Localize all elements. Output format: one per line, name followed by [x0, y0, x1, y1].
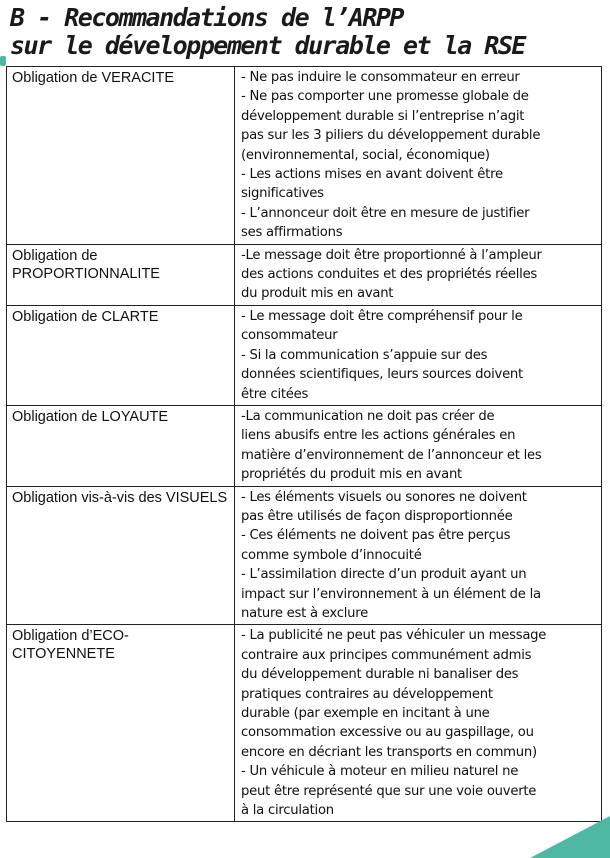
recommendation-line: liens abusifs entre les actions générales en [241, 428, 516, 444]
recommendation-line: pas sur les 3 piliers du développement durable [241, 128, 541, 144]
obligation-cell [7, 405, 235, 486]
recommendation-line: impact sur l’environnement à un élément de la [241, 586, 541, 602]
recommendation-line: contraire aux principes communément admis [241, 647, 532, 663]
obligation-label: Obligation vis-à-vis des VISUELS [12, 489, 228, 506]
obligation-cell [7, 67, 235, 245]
recommendations-table-body [7, 67, 602, 822]
recommendation-line: - Les actions mises en avant doivent être [241, 167, 503, 183]
recommendation-line: données scientifiques, leurs sources doivent [241, 367, 523, 383]
recommendation-line: consommation excessive ou au gaspillage, ou [241, 725, 534, 741]
decorative-teal-shape [470, 808, 610, 858]
recommendation-line: propriétés du produit mis en avant [241, 467, 462, 483]
recommendation-cell [235, 244, 602, 305]
recommendation-line: - Ces éléments ne doivent pas être perçus [241, 528, 511, 544]
obligation-cell [7, 486, 235, 625]
recommendation-text [235, 67, 601, 244]
recommendation-line: durable (par exemple en incitant à une [241, 706, 490, 721]
recommendations-table [6, 66, 602, 822]
table-row [7, 305, 602, 405]
table-row [7, 405, 602, 486]
recommendation-line: développement durable si l’entreprise n’agit [241, 108, 525, 124]
obligation-cell [7, 625, 235, 822]
recommendation-line: à la circulation [241, 803, 334, 819]
recommendation-line: nature est à exclure [241, 605, 368, 621]
recommendation-cell [235, 625, 602, 822]
recommendation-line: consommateur [241, 328, 338, 344]
recommendation-line: - L’annonceur doit être en mesure de justifier [241, 205, 530, 221]
recommendation-line: - Le message doit être compréhensif pour le [241, 308, 523, 324]
recommendation-line: peut être représenté que sur une voie ouverte [241, 783, 537, 799]
table-row [7, 486, 602, 625]
recommendation-line: des actions conduites et des propriétés réelles [241, 267, 538, 283]
obligation-label: Obligation de CLARTE [12, 308, 159, 325]
recommendation-cell [235, 405, 602, 486]
recommendation-line: - Si la communication s’appuie sur des [241, 347, 488, 363]
page-title-line-2: sur le développement durable et la RSE [10, 31, 525, 60]
obligation-label: Obligation de VERACITE [12, 70, 174, 86]
obligation-label: Obligation de LOYAUTE [12, 408, 169, 425]
obligation-cell [7, 305, 235, 405]
table-row [7, 244, 602, 305]
table-row [7, 625, 602, 822]
green-corner-mark [0, 56, 6, 66]
recommendation-cell [235, 67, 602, 245]
obligation-cell [7, 244, 235, 305]
recommendation-line: ses affirmations [241, 225, 343, 241]
recommendation-line: -La communication ne doit pas créer de [241, 408, 495, 424]
recommendation-line: pas être utilisés de façon disproportionnée [241, 508, 513, 524]
recommendation-line: encore en décriant les transports en commun) [241, 744, 537, 760]
recommendation-line: - Les éléments visuels ou sonores ne doivent [241, 489, 527, 505]
recommendation-line: -Le message doit être proportionné à l’ampleur [241, 247, 542, 263]
page-title [10, 4, 525, 60]
recommendation-line: - La publicité ne peut pas véhiculer un message [241, 628, 547, 644]
obligation-label: Obligation d’ECO-CITOYENNETE [12, 628, 129, 663]
recommendation-text [235, 245, 601, 305]
recommendation-line: du produit mis en avant [241, 286, 394, 302]
recommendation-line: être citées [241, 386, 309, 402]
recommendation-line: - L’assimilation directe d’un produit ayant un [241, 567, 527, 583]
recommendation-text [235, 306, 601, 405]
recommendation-text [235, 487, 601, 625]
recommendation-line: significatives [241, 186, 324, 202]
page-title-line-1: B - Recommandations de l’ARPP [10, 3, 403, 32]
recommendation-cell [235, 305, 602, 405]
recommendation-line: - Un véhicule à moteur en milieu naturel ne [241, 764, 519, 780]
obligation-label: Obligation de PROPORTIONNALITE [12, 247, 160, 282]
recommendation-line: matière d’environnement de l’annonceur et les [241, 447, 542, 463]
recommendation-text [235, 406, 601, 486]
recommendation-line: comme symbole d’innocuité [241, 547, 422, 563]
recommendation-text [235, 625, 601, 821]
recommendation-line: - Ne pas induire le consommateur en erreur [241, 70, 520, 85]
table-row [7, 67, 602, 245]
recommendation-cell [235, 486, 602, 625]
recommendation-line: pratiques contraires au développement [241, 686, 493, 702]
recommendation-line: - Ne pas comporter une promesse globale de [241, 89, 529, 105]
recommendation-line: du développement durable ni banaliser des [241, 667, 519, 683]
recommendation-line: (environnemental, social, économique) [241, 147, 490, 163]
